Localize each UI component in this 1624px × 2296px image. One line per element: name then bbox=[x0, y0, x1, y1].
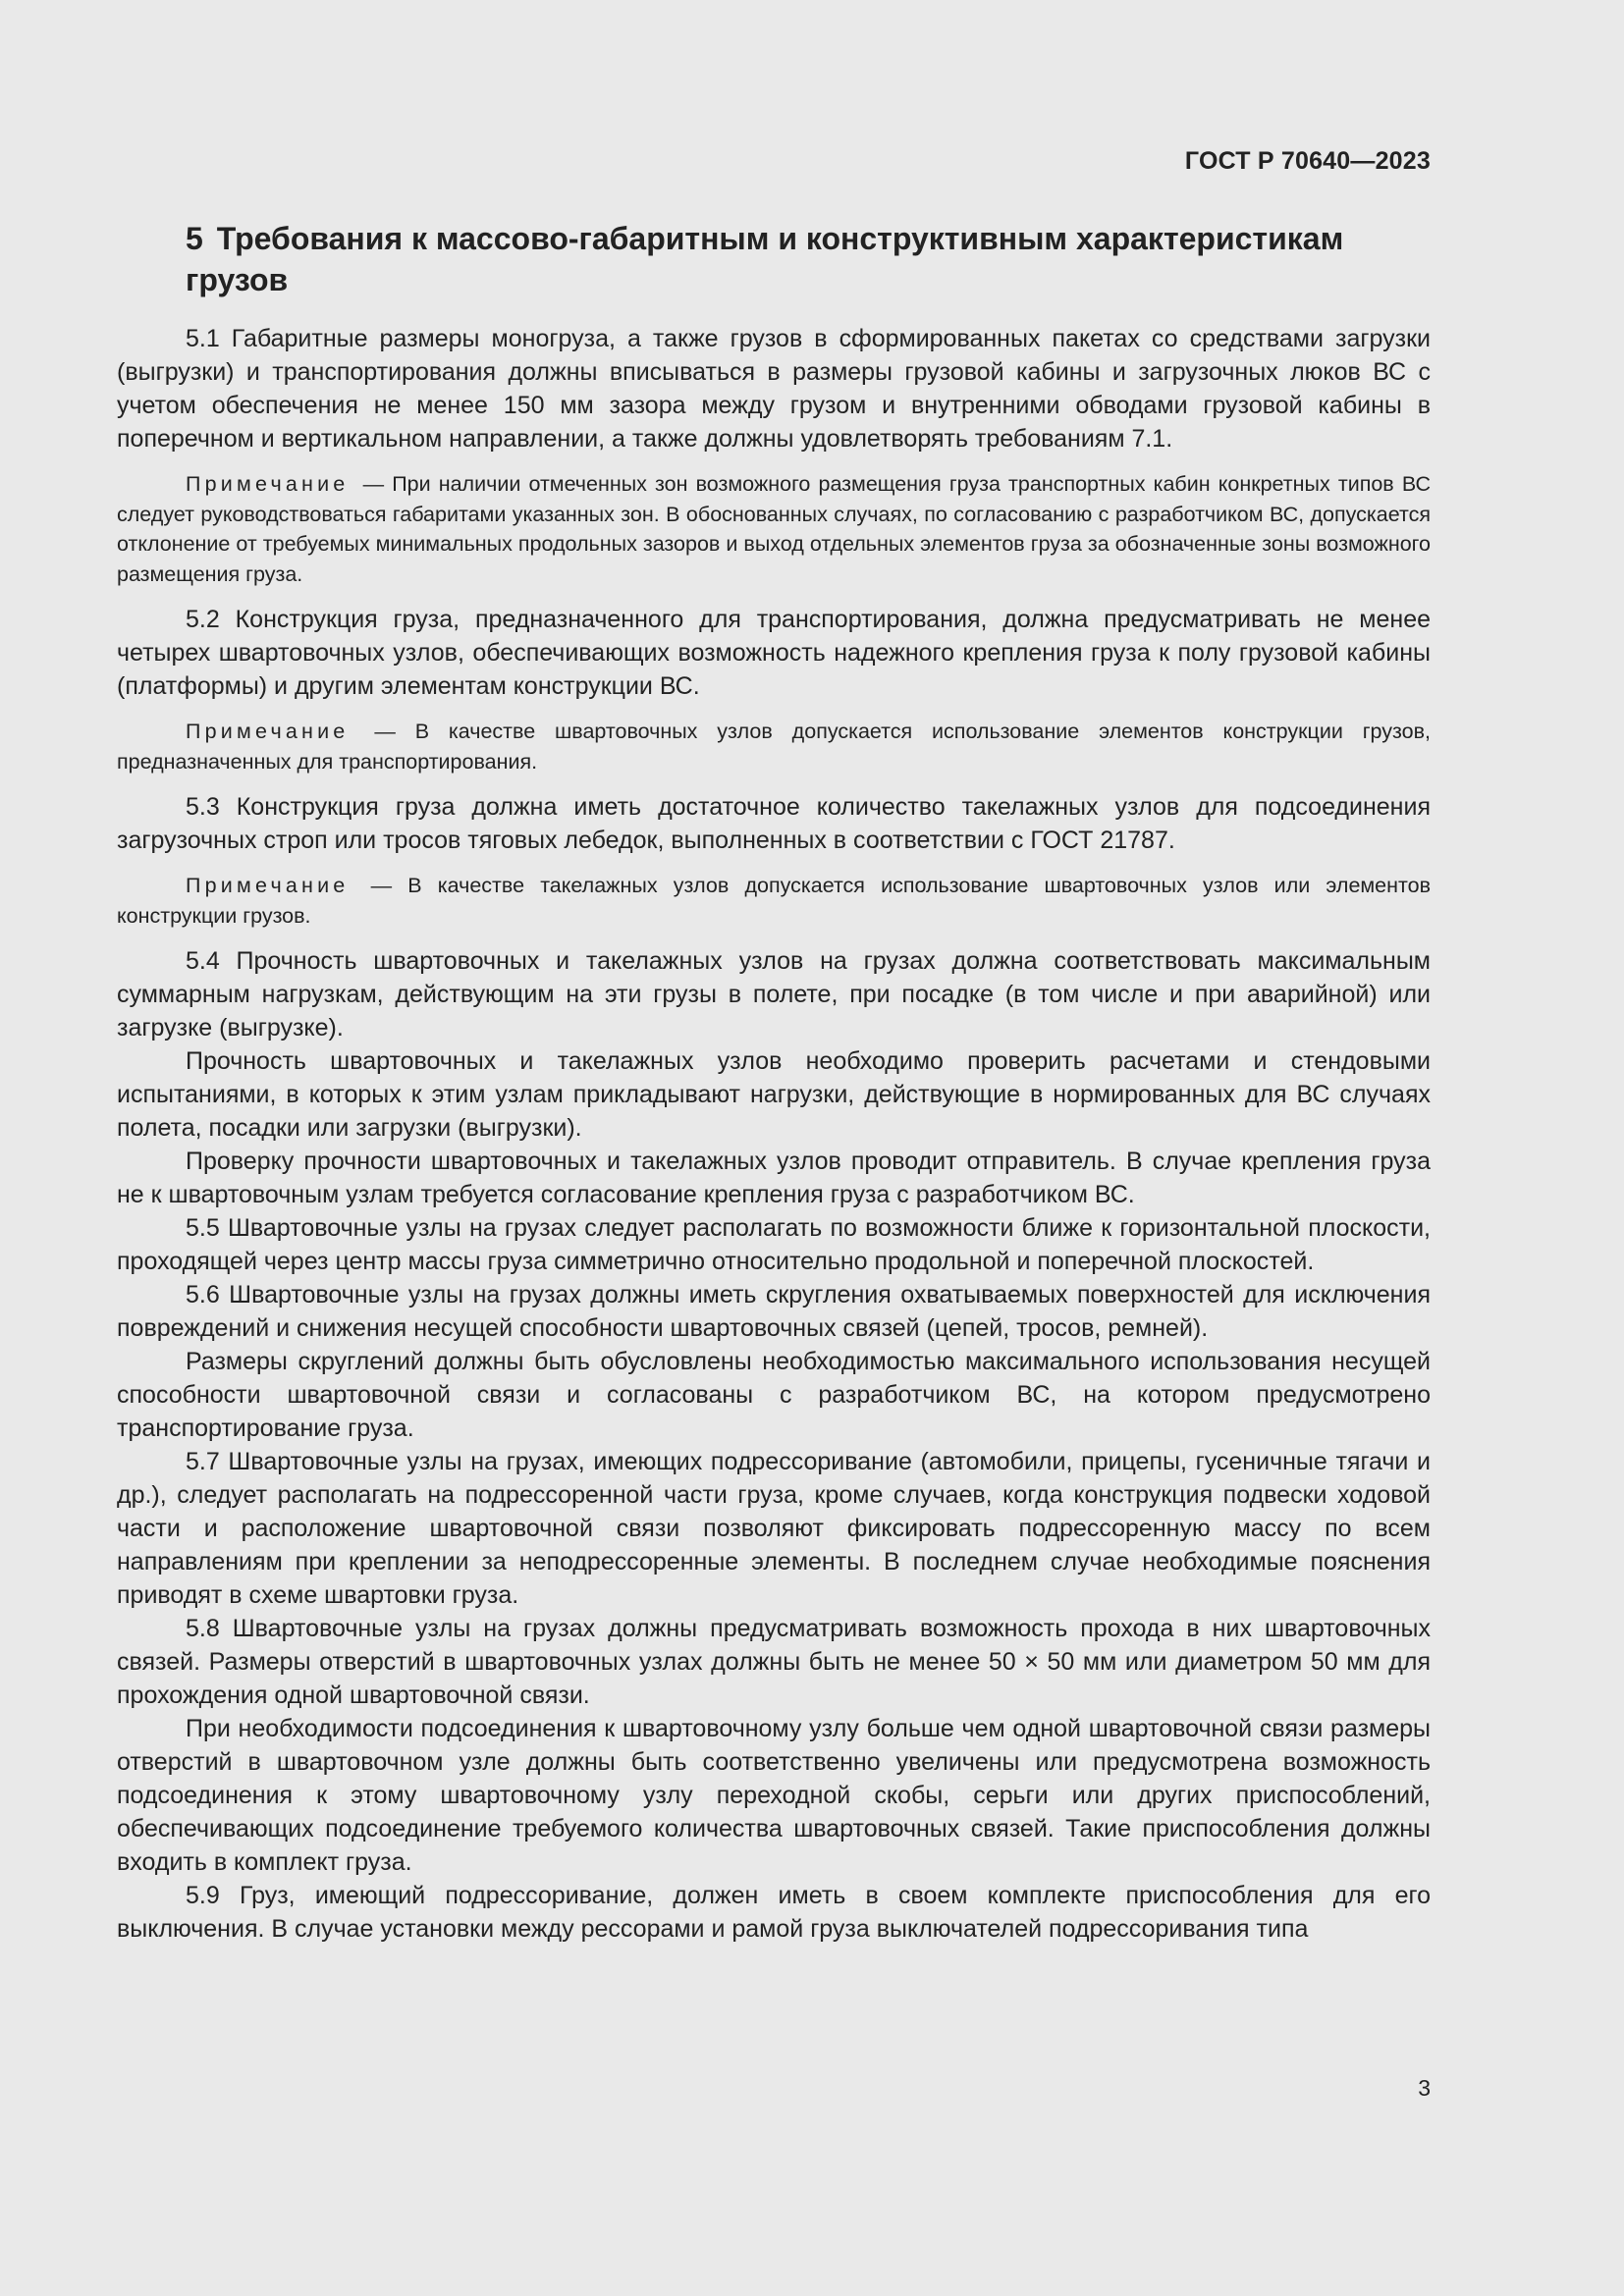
paragraph-5-2: 5.2 Конструкция груза, предназначенного для транспортирования, должна предусматривать не менее четырех швартовочных узлов, обеспечивающих возможность надежного крепления груза к полу грузовой кабины (платформы) и другим элементам конструкции ВС. bbox=[117, 606, 1431, 700]
paragraph-5-5: 5.5 Швартовочные узлы на грузах следует располагать по возможности ближе к горизонтальной плоскости, проходящей через центр массы груза симметрично относительно продольной и поперечной плоскостей. bbox=[117, 1214, 1431, 1275]
note-1-text: — При наличии отмеченных зон возможного размещения груза транспортных кабин конкретных типов ВС следует руководствоваться габаритами указанных зон. В обоснованных случаях, по согласованию с разработчиком ВС, допускается отклонение от требуемых минимальных продольных зазоров и выход отдельных элементов груза за обозначенные зоны возможного размещения груза. bbox=[117, 472, 1431, 586]
note-label: Примечание bbox=[186, 874, 350, 897]
paragraph-5-6-b: Размеры скруглений должны быть обусловлены необходимостью максимального использования несущей способности швартовочной связи и согласованы с разработчиком ВС, на котором предусмотрено транспортирование груза. bbox=[117, 1348, 1431, 1442]
paragraph-5-9: 5.9 Груз, имеющий подрессоривание, должен иметь в своем комплекте приспособления для его выключения. В случае установки между рессорами и рамой груза выключателей подрессоривания типа bbox=[117, 1882, 1431, 1943]
note-label: Примечание bbox=[186, 720, 350, 743]
paragraph-5-8-b: При необходимости подсоединения к швартовочному узлу больше чем одной швартовочной связи размеры отверстий в швартовочном узле должны быть соответственно увеличены или предусмотрена возможность подсоединения к этому швартовочному узлу переходной скобы, серьги или других приспособлений, обеспечивающих подсоединение требуемого количества швартовочных связей. Такие приспособления должны входить в комплект груза. bbox=[117, 1715, 1431, 1876]
section-title bbox=[117, 218, 1431, 300]
paragraph-5-3: 5.3 Конструкция груза должна иметь достаточное количество такелажных узлов для подсоединения загрузочных строп или тросов тяговых лебедок, выполненных в соответствии с ГОСТ 21787. bbox=[117, 793, 1431, 854]
section-number: 5 bbox=[186, 221, 203, 256]
paragraph-5-7: 5.7 Швартовочные узлы на грузах, имеющих подрессоривание (автомобили, прицепы, гусеничные тягачи и др.), следует располагать на подрессоренной части груза, кроме случаев, когда конструкция подвески ходовой части и расположение швартовочной связи позволяют фиксировать подрессоренную массу по всем направлениям при креплении за неподрессоренные элементы. В последнем случае необходимые пояснения приводят в схеме швартовки груза. bbox=[117, 1448, 1431, 1609]
paragraph-5-4-c: Проверку прочности швартовочных и такелажных узлов проводит отправитель. В случае крепления груза не к швартовочным узлам требуется согласование крепления груза с разработчиком ВС. bbox=[117, 1148, 1431, 1208]
page-number: 3 bbox=[1418, 2075, 1431, 2101]
standard-code: ГОСТ Р 70640—2023 bbox=[1184, 147, 1431, 175]
document-body bbox=[117, 218, 1431, 1946]
paragraph-5-4-b: Прочность швартовочных и такелажных узлов необходимо проверить расчетами и стендовыми испытаниями, в которых к этим узлам прикладывают нагрузки, действующие в нормированных для ВС случаях полета, посадки или загрузки (выгрузки). bbox=[117, 1047, 1431, 1142]
note-2-text: — В качестве швартовочных узлов допускается использование элементов конструкции грузов, предназначенных для транспортирования. bbox=[117, 720, 1431, 774]
paragraph-5-4: 5.4 Прочность швартовочных и такелажных узлов на грузах должна соответствовать максимальным суммарным нагрузкам, действующим на эти грузы в полете, при посадке (в том числе и при аварийной) или загрузке (выгрузке). bbox=[117, 947, 1431, 1041]
note-3 bbox=[117, 871, 1431, 931]
note-label: Примечание bbox=[186, 472, 350, 496]
paragraph-5-1: 5.1 Габаритные размеры моногруза, а также грузов в сформированных пакетах со средствами загрузки (выгрузки) и транспортирования должны вписываться в размеры грузовой кабины и загрузочных люков ВС с учетом обеспечения не менее 150 мм зазора между грузом и внутренними обводами грузовой кабины в поперечном и вертикальном направлении, а также должны удовлетворять требованиям 7.1. bbox=[117, 325, 1431, 453]
paragraph-5-6: 5.6 Швартовочные узлы на грузах должны иметь скругления охватываемых поверхностей для исключения повреждений и снижения несущей способности швартовочных связей (цепей, тросов, ремней). bbox=[117, 1281, 1431, 1342]
paragraph-5-8: 5.8 Швартовочные узлы на грузах должны предусматривать возможность прохода в них швартовочных связей. Размеры отверстий в швартовочных узлах должны быть не менее 50 × 50 мм или диаметром 50 мм для прохождения одной швартовочной связи. bbox=[117, 1615, 1431, 1709]
note-2 bbox=[117, 717, 1431, 776]
note-3-text: — В качестве такелажных узлов допускается использование швартовочных узлов или элементов конструкции грузов. bbox=[117, 874, 1432, 928]
section-title-text: Требования к массово-габаритным и конструктивным характеристикам грузов bbox=[186, 221, 1344, 297]
note-1 bbox=[117, 469, 1431, 589]
